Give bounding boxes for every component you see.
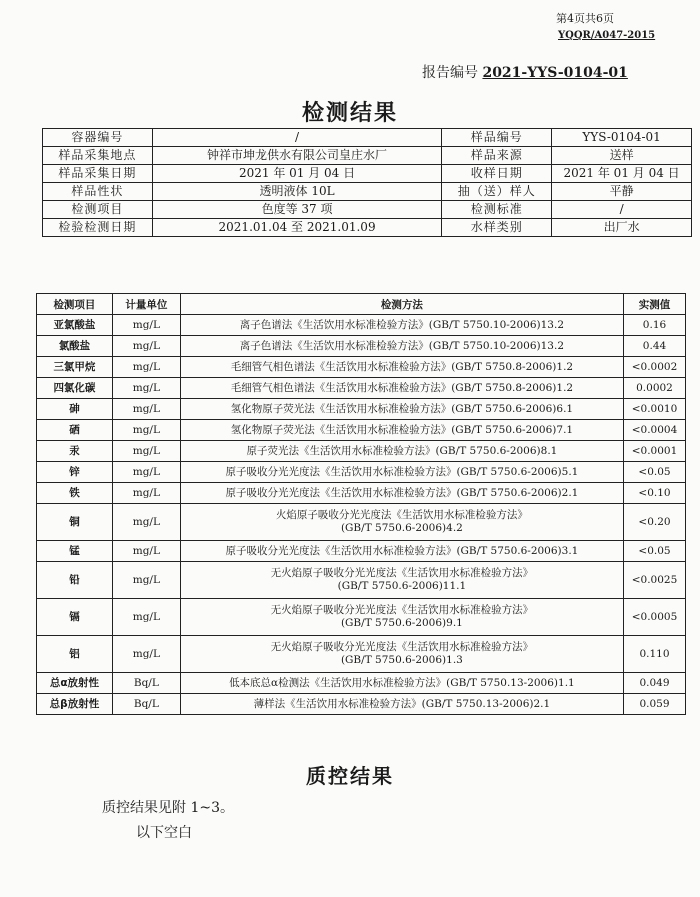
info-row <box>43 147 692 165</box>
info-label: 样品性状 <box>43 183 153 201</box>
info-value: 送样 <box>552 147 692 165</box>
unit-cell: mg/L <box>112 636 180 673</box>
info-row <box>43 183 692 201</box>
qc-note: 质控结果见附 1~3。 <box>102 800 234 816</box>
method-line: (GB/T 5750.6-2006)4.2 <box>340 522 463 534</box>
info-value: YYS-0104-01 <box>552 129 692 147</box>
info-value: 平静 <box>552 183 692 201</box>
item-cell: 铅 <box>37 562 113 599</box>
method-cell: 低本底总α检测法《生活饮用水标准检验方法》(GB/T 5750.13-2006)1.1 <box>180 673 623 694</box>
page-title: 检测结果 <box>301 101 398 126</box>
unit-cell: mg/L <box>112 504 180 541</box>
report-number-label: 报告编号 <box>422 65 478 81</box>
value-cell: <0.0001 <box>624 441 686 462</box>
item-cell: 铜 <box>37 504 113 541</box>
value-cell: <0.05 <box>624 462 686 483</box>
table-row <box>37 673 686 694</box>
report-number <box>422 62 628 82</box>
info-value: / <box>552 201 692 219</box>
info-label: 样品编号 <box>442 129 552 147</box>
unit-cell: Bq/L <box>112 673 180 694</box>
method-line: (GB/T 5750.6-2006)1.3 <box>340 654 463 666</box>
info-row <box>43 201 692 219</box>
method-cell: 毛细管气相色谱法《生活饮用水标准检验方法》(GB/T 5750.8-2006)1.2 <box>180 357 623 378</box>
blank-notice: 以下空白 <box>136 825 192 841</box>
table-row <box>37 336 686 357</box>
info-value: 透明液体 10L <box>152 183 442 201</box>
value-cell: <0.0025 <box>624 562 686 599</box>
info-label: 容器编号 <box>43 129 153 147</box>
table-row <box>37 357 686 378</box>
table-row <box>37 462 686 483</box>
item-cell: 总β放射性 <box>37 694 113 715</box>
table-row <box>37 599 686 636</box>
value-cell: <0.0005 <box>624 599 686 636</box>
method-cell: 薄样法《生活饮用水标准检验方法》(GB/T 5750.13-2006)2.1 <box>180 694 623 715</box>
unit-cell: mg/L <box>112 483 180 504</box>
method-cell: 离子色谱法《生活饮用水标准检验方法》(GB/T 5750.10-2006)13.2 <box>180 315 623 336</box>
info-label: 检测标准 <box>442 201 552 219</box>
table-row <box>37 399 686 420</box>
value-cell: <0.0004 <box>624 420 686 441</box>
info-row <box>43 219 692 237</box>
table-row <box>37 562 686 599</box>
info-row <box>43 165 692 183</box>
value-cell: <0.20 <box>624 504 686 541</box>
info-label: 样品来源 <box>442 147 552 165</box>
item-cell: 四氯化碳 <box>37 378 113 399</box>
unit-cell: Bq/L <box>112 694 180 715</box>
qc-title: 质控结果 <box>306 764 394 788</box>
method-cell <box>180 562 623 599</box>
unit-cell: mg/L <box>112 599 180 636</box>
method-cell: 氢化物原子荧光法《生活饮用水标准检验方法》(GB/T 5750.6-2006)7.1 <box>180 420 623 441</box>
unit-cell: mg/L <box>112 441 180 462</box>
results-table <box>36 293 686 715</box>
method-cell <box>180 636 623 673</box>
table-row <box>37 636 686 673</box>
column-header: 检测项目 <box>37 294 113 315</box>
value-cell: <0.05 <box>624 541 686 562</box>
method-line: 火焰原子吸收分光光度法《生活饮用水标准检验方法》 <box>275 509 528 521</box>
value-cell: 0.44 <box>624 336 686 357</box>
item-cell: 亚氯酸盐 <box>37 315 113 336</box>
item-cell: 锰 <box>37 541 113 562</box>
table-row <box>37 315 686 336</box>
table-row <box>37 441 686 462</box>
method-cell <box>180 599 623 636</box>
info-value: / <box>152 129 442 147</box>
item-cell: 三氯甲烷 <box>37 357 113 378</box>
unit-cell: mg/L <box>112 315 180 336</box>
method-cell: 离子色谱法《生活饮用水标准检验方法》(GB/T 5750.10-2006)13.2 <box>180 336 623 357</box>
table-row <box>37 694 686 715</box>
method-line: (GB/T 5750.6-2006)11.1 <box>337 580 467 592</box>
unit-cell: mg/L <box>112 399 180 420</box>
method-line: 无火焰原子吸收分光光度法《生活饮用水标准检验方法》 <box>270 641 534 653</box>
info-label: 样品采集地点 <box>43 147 153 165</box>
item-cell: 氯酸盐 <box>37 336 113 357</box>
method-cell: 原子吸收分光光度法《生活饮用水标准检验方法》(GB/T 5750.6-2006)5.1 <box>180 462 623 483</box>
item-cell: 汞 <box>37 441 113 462</box>
item-cell: 铁 <box>37 483 113 504</box>
item-cell: 总α放射性 <box>37 673 113 694</box>
item-cell: 锌 <box>37 462 113 483</box>
info-value: 2021 年 01 月 04 日 <box>152 165 442 183</box>
item-cell: 砷 <box>37 399 113 420</box>
page-number: 第4页共6页 <box>556 12 614 25</box>
unit-cell: mg/L <box>112 562 180 599</box>
value-cell: <0.0002 <box>624 357 686 378</box>
info-label: 收样日期 <box>442 165 552 183</box>
item-cell: 镉 <box>37 599 113 636</box>
document-code: YQQR/A047-2015 <box>558 30 656 41</box>
method-cell <box>180 504 623 541</box>
info-label: 检测项目 <box>43 201 153 219</box>
method-line: 无火焰原子吸收分光光度法《生活饮用水标准检验方法》 <box>270 567 534 579</box>
unit-cell: mg/L <box>112 336 180 357</box>
unit-cell: mg/L <box>112 378 180 399</box>
value-cell: 0.110 <box>624 636 686 673</box>
value-cell: <0.0010 <box>624 399 686 420</box>
method-cell: 原子吸收分光光度法《生活饮用水标准检验方法》(GB/T 5750.6-2006)2.1 <box>180 483 623 504</box>
table-row <box>37 420 686 441</box>
method-cell: 原子荧光法《生活饮用水标准检验方法》(GB/T 5750.6-2006)8.1 <box>180 441 623 462</box>
info-value: 出厂水 <box>552 219 692 237</box>
method-cell: 氢化物原子荧光法《生活饮用水标准检验方法》(GB/T 5750.6-2006)6.1 <box>180 399 623 420</box>
column-header: 检测方法 <box>180 294 623 315</box>
info-label: 抽（送）样人 <box>442 183 552 201</box>
info-value: 2021.01.04 至 2021.01.09 <box>152 219 442 237</box>
sample-info-table <box>42 128 692 237</box>
unit-cell: mg/L <box>112 357 180 378</box>
info-value: 钟祥市坤龙供水有限公司皇庄水厂 <box>152 147 442 165</box>
table-row <box>37 378 686 399</box>
value-cell: 0.059 <box>624 694 686 715</box>
table-row <box>37 504 686 541</box>
method-line: 无火焰原子吸收分光光度法《生活饮用水标准检验方法》 <box>270 604 534 616</box>
info-value: 色度等 37 项 <box>152 201 442 219</box>
unit-cell: mg/L <box>112 541 180 562</box>
item-cell: 铝 <box>37 636 113 673</box>
info-label: 水样类别 <box>442 219 552 237</box>
value-cell: 0.16 <box>624 315 686 336</box>
results-header-row <box>37 294 686 315</box>
unit-cell: mg/L <box>112 462 180 483</box>
method-line: (GB/T 5750.6-2006)9.1 <box>340 617 463 629</box>
unit-cell: mg/L <box>112 420 180 441</box>
value-cell: 0.049 <box>624 673 686 694</box>
value-cell: <0.10 <box>624 483 686 504</box>
table-row <box>37 541 686 562</box>
column-header: 实测值 <box>624 294 686 315</box>
method-cell: 毛细管气相色谱法《生活饮用水标准检验方法》(GB/T 5750.8-2006)1.2 <box>180 378 623 399</box>
item-cell: 硒 <box>37 420 113 441</box>
info-row <box>43 129 692 147</box>
column-header: 计量单位 <box>112 294 180 315</box>
table-row <box>37 483 686 504</box>
report-number-value: 2021-YYS-0104-01 <box>482 65 628 81</box>
info-label: 检验检测日期 <box>43 219 153 237</box>
method-cell: 原子吸收分光光度法《生活饮用水标准检验方法》(GB/T 5750.6-2006)3.1 <box>180 541 623 562</box>
value-cell: 0.0002 <box>624 378 686 399</box>
info-value: 2021 年 01 月 04 日 <box>552 165 692 183</box>
info-label: 样品采集日期 <box>43 165 153 183</box>
